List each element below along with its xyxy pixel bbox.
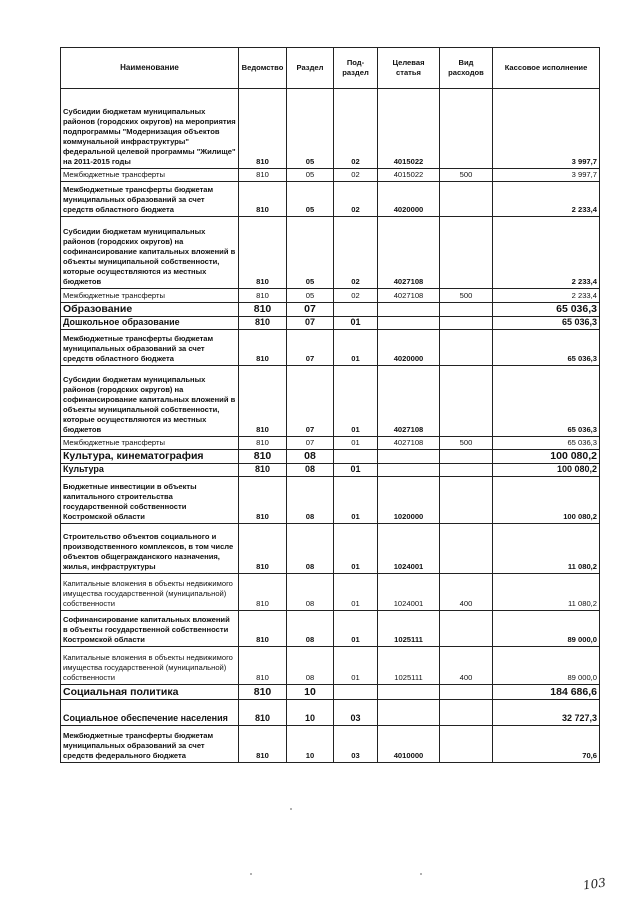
- row-name: Социальная политика: [61, 685, 239, 700]
- row-celevaya: [378, 317, 440, 330]
- table-row: [61, 366, 600, 437]
- row-razdel: 08: [287, 611, 334, 647]
- table-row: [61, 524, 600, 574]
- table-row: [61, 169, 600, 182]
- row-podrazdel: 01: [334, 366, 378, 437]
- row-razdel: 07: [287, 330, 334, 366]
- row-podrazdel: 01: [334, 647, 378, 685]
- page-number: 103: [582, 875, 607, 893]
- table-header-row: [61, 48, 600, 89]
- row-vid: [440, 524, 493, 574]
- row-vid: [440, 464, 493, 477]
- row-celevaya: 1024001: [378, 574, 440, 611]
- row-ved: 810: [239, 303, 287, 317]
- row-name: Социальное обеспечение населения: [61, 700, 239, 726]
- header-razdel: Раздел: [287, 48, 334, 89]
- row-ved: 810: [239, 450, 287, 464]
- row-vid: [440, 317, 493, 330]
- table-row: [61, 450, 600, 464]
- row-razdel: 10: [287, 685, 334, 700]
- row-ved: 810: [239, 524, 287, 574]
- row-razdel: 08: [287, 574, 334, 611]
- row-ved: 810: [239, 330, 287, 366]
- row-podrazdel: 02: [334, 182, 378, 217]
- row-name: Межбюджетные трансферты бюджетам муниципальных образований за счет средств федерального бюджета: [61, 726, 239, 763]
- row-ved: 810: [239, 366, 287, 437]
- row-vid: 400: [440, 647, 493, 685]
- scan-speck: [290, 808, 292, 810]
- row-name: Субсидии бюджетам муниципальных районов (городских округов) на софинансирование капитальных вложений в объекты муниципальной собственности, которые осуществляются из местных бюджетов: [61, 366, 239, 437]
- row-kassovoe: 65 036,3: [493, 317, 600, 330]
- row-podrazdel: 02: [334, 89, 378, 169]
- row-name: Субсидии бюджетам муниципальных районов (городских округов) на софинансирование капитальных вложений в объекты муниципальной собственности, которые осуществляются из местных бюджетов: [61, 217, 239, 289]
- row-kassovoe: 100 080,2: [493, 477, 600, 524]
- row-razdel: 07: [287, 303, 334, 317]
- row-ved: 810: [239, 89, 287, 169]
- row-celevaya: 1025111: [378, 647, 440, 685]
- row-name: Строительство объектов социального и производственного комплексов, в том числе объектов общегражданского назначения, жилья, инфраструктуры: [61, 524, 239, 574]
- budget-table-sheet: [60, 47, 599, 763]
- row-name: Капитальные вложения в объекты недвижимого имущества государственной (муниципальной) собственности: [61, 647, 239, 685]
- row-name: Межбюджетные трансферты: [61, 289, 239, 303]
- row-name: Капитальные вложения в объекты недвижимого имущества государственной (муниципальной) собственности: [61, 574, 239, 611]
- row-kassovoe: 65 036,3: [493, 303, 600, 317]
- row-kassovoe: 100 080,2: [493, 464, 600, 477]
- row-podrazdel: [334, 303, 378, 317]
- row-ved: 810: [239, 574, 287, 611]
- row-ved: 810: [239, 647, 287, 685]
- row-ved: 810: [239, 700, 287, 726]
- row-vid: 500: [440, 169, 493, 182]
- row-vid: [440, 217, 493, 289]
- header-podrazdel: Под- раздел: [334, 48, 378, 89]
- row-podrazdel: 02: [334, 217, 378, 289]
- header-name: Наименование: [61, 48, 239, 89]
- row-ved: 810: [239, 726, 287, 763]
- row-celevaya: 4027108: [378, 366, 440, 437]
- row-name: Образование: [61, 303, 239, 317]
- row-razdel: 05: [287, 289, 334, 303]
- row-ved: 810: [239, 477, 287, 524]
- row-name: Культура: [61, 464, 239, 477]
- row-celevaya: 4027108: [378, 437, 440, 450]
- row-razdel: 07: [287, 437, 334, 450]
- row-vid: [440, 330, 493, 366]
- row-razdel: 05: [287, 217, 334, 289]
- table-row: [61, 217, 600, 289]
- row-ved: 810: [239, 464, 287, 477]
- row-name: Межбюджетные трансферты бюджетам муниципальных образований за счет средств областного бюджета: [61, 182, 239, 217]
- row-kassovoe: 70,6: [493, 726, 600, 763]
- row-celevaya: 4020000: [378, 330, 440, 366]
- table-row: [61, 303, 600, 317]
- row-vid: [440, 303, 493, 317]
- row-kassovoe: 2 233,4: [493, 289, 600, 303]
- row-razdel: 08: [287, 464, 334, 477]
- header-celevaya-statya: Целевая статья: [378, 48, 440, 89]
- row-celevaya: 4015022: [378, 169, 440, 182]
- row-celevaya: [378, 700, 440, 726]
- row-razdel: 10: [287, 726, 334, 763]
- row-vid: [440, 182, 493, 217]
- row-kassovoe: 65 036,3: [493, 437, 600, 450]
- row-razdel: 05: [287, 182, 334, 217]
- row-celevaya: 1024001: [378, 524, 440, 574]
- row-razdel: 05: [287, 169, 334, 182]
- row-ved: 810: [239, 611, 287, 647]
- row-celevaya: 4020000: [378, 182, 440, 217]
- row-celevaya: [378, 685, 440, 700]
- row-celevaya: 4027108: [378, 217, 440, 289]
- row-razdel: 08: [287, 647, 334, 685]
- row-vid: [440, 477, 493, 524]
- row-podrazdel: 01: [334, 464, 378, 477]
- row-kassovoe: 32 727,3: [493, 700, 600, 726]
- row-celevaya: 1025111: [378, 611, 440, 647]
- table-row: [61, 89, 600, 169]
- table-row: [61, 437, 600, 450]
- row-celevaya: 1020000: [378, 477, 440, 524]
- table-row: [61, 330, 600, 366]
- row-name: Межбюджетные трансферты бюджетам муниципальных образований за счет средств областного бюджета: [61, 330, 239, 366]
- row-podrazdel: [334, 685, 378, 700]
- row-kassovoe: 184 686,6: [493, 685, 600, 700]
- row-razdel: 05: [287, 89, 334, 169]
- row-celevaya: [378, 450, 440, 464]
- row-kassovoe: 2 233,4: [493, 217, 600, 289]
- table-row: [61, 611, 600, 647]
- row-ved: 810: [239, 169, 287, 182]
- row-vid: [440, 89, 493, 169]
- row-podrazdel: 01: [334, 317, 378, 330]
- table-row: [61, 685, 600, 700]
- row-name: Дошкольное образование: [61, 317, 239, 330]
- scan-speck: [250, 873, 252, 875]
- row-name: Бюджетные инвестиции в объекты капитального строительства государственной собственности Костромской области: [61, 477, 239, 524]
- table-row: [61, 726, 600, 763]
- row-razdel: 08: [287, 524, 334, 574]
- row-vid: [440, 450, 493, 464]
- row-kassovoe: 100 080,2: [493, 450, 600, 464]
- header-vedomstvo: Ведомство: [239, 48, 287, 89]
- row-kassovoe: 65 036,3: [493, 366, 600, 437]
- row-razdel: 08: [287, 477, 334, 524]
- row-celevaya: [378, 303, 440, 317]
- row-razdel: 07: [287, 366, 334, 437]
- row-kassovoe: 2 233,4: [493, 182, 600, 217]
- row-podrazdel: 01: [334, 574, 378, 611]
- row-podrazdel: 01: [334, 477, 378, 524]
- row-podrazdel: 03: [334, 726, 378, 763]
- row-ved: 810: [239, 182, 287, 217]
- row-name: Межбюджетные трансферты: [61, 169, 239, 182]
- row-razdel: 10: [287, 700, 334, 726]
- row-ved: 810: [239, 317, 287, 330]
- row-kassovoe: 11 080,2: [493, 574, 600, 611]
- row-podrazdel: 01: [334, 330, 378, 366]
- row-name: Софинансирование капитальных вложений в объекты государственной собственности Костромской области: [61, 611, 239, 647]
- row-name: Культура, кинематография: [61, 450, 239, 464]
- table-row: [61, 317, 600, 330]
- row-kassovoe: 89 000,0: [493, 647, 600, 685]
- row-celevaya: [378, 464, 440, 477]
- row-razdel: 07: [287, 317, 334, 330]
- row-kassovoe: 11 080,2: [493, 524, 600, 574]
- row-podrazdel: [334, 450, 378, 464]
- row-celevaya: 4015022: [378, 89, 440, 169]
- row-vid: 400: [440, 574, 493, 611]
- row-ved: 810: [239, 289, 287, 303]
- row-ved: 810: [239, 217, 287, 289]
- table-row: [61, 477, 600, 524]
- row-vid: [440, 366, 493, 437]
- row-razdel: 08: [287, 450, 334, 464]
- row-podrazdel: 01: [334, 524, 378, 574]
- header-vid-raskhodov: Вид расходов: [440, 48, 493, 89]
- table-row: [61, 574, 600, 611]
- row-podrazdel: 03: [334, 700, 378, 726]
- row-kassovoe: 89 000,0: [493, 611, 600, 647]
- row-vid: [440, 700, 493, 726]
- table-row: [61, 182, 600, 217]
- budget-execution-table: [60, 47, 600, 763]
- row-name: Субсидии бюджетам муниципальных районов (городских округов) на мероприятия подпрограммы "Модернизация объектов коммунальной инфраструктуры" федеральной целевой программы "Жилище" на 2011-2015 годы: [61, 89, 239, 169]
- row-podrazdel: 02: [334, 169, 378, 182]
- row-kassovoe: 3 997,7: [493, 169, 600, 182]
- row-podrazdel: 02: [334, 289, 378, 303]
- row-vid: [440, 611, 493, 647]
- table-row: [61, 700, 600, 726]
- row-podrazdel: 01: [334, 437, 378, 450]
- row-vid: [440, 685, 493, 700]
- row-podrazdel: 01: [334, 611, 378, 647]
- row-vid: [440, 726, 493, 763]
- table-row: [61, 647, 600, 685]
- row-kassovoe: 3 997,7: [493, 89, 600, 169]
- row-vid: 500: [440, 437, 493, 450]
- scan-speck: [420, 873, 422, 875]
- row-vid: 500: [440, 289, 493, 303]
- row-ved: 810: [239, 685, 287, 700]
- row-celevaya: 4027108: [378, 289, 440, 303]
- header-kassovoe-ispolnenie: Кассовое исполнение: [493, 48, 600, 89]
- row-celevaya: 4010000: [378, 726, 440, 763]
- table-row: [61, 289, 600, 303]
- row-ved: 810: [239, 437, 287, 450]
- row-kassovoe: 65 036,3: [493, 330, 600, 366]
- row-name: Межбюджетные трансферты: [61, 437, 239, 450]
- table-row: [61, 464, 600, 477]
